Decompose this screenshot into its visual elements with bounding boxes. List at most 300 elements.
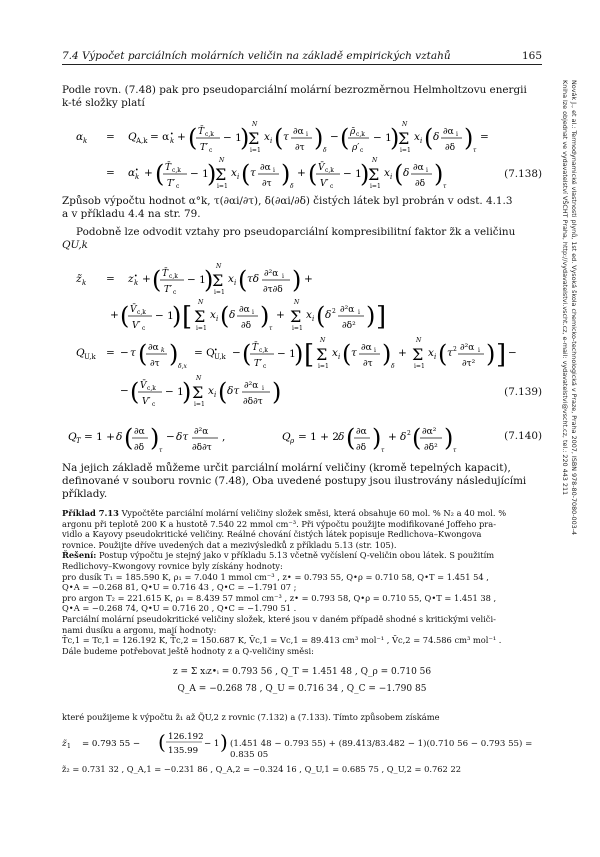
svg-text:): ): [360, 160, 370, 188]
svg-text:δ: δ: [338, 431, 345, 443]
svg-text:∂τ: ∂τ: [295, 143, 305, 153]
svg-text:(: (: [130, 378, 140, 406]
svg-text:− 1: − 1: [190, 168, 209, 180]
svg-text:Σ: Σ: [192, 383, 204, 402]
svg-text:(: (: [188, 124, 198, 152]
svg-text:): ): [240, 124, 250, 152]
svg-text:−: −: [232, 347, 241, 359]
svg-text:1: 1: [67, 743, 71, 750]
similar-line-1: Podobně lze odvodit vztahy pro pseudoparciální kompresibilitní faktor z̃k a veličinu: [76, 226, 516, 238]
svg-text:): ): [486, 340, 496, 368]
svg-text:i: i: [252, 309, 254, 316]
svg-text:c,k: c,k: [169, 273, 178, 280]
svg-text:+: +: [110, 309, 119, 321]
svg-text:c,k: c,k: [205, 131, 214, 138]
sidebar-note: [556, 80, 590, 640]
svg-text:(: (: [238, 266, 248, 294]
svg-text:i: i: [390, 173, 393, 181]
svg-text:= 1 +: = 1 +: [84, 431, 115, 443]
svg-text:c,k: c,k: [356, 131, 365, 138]
svg-text:∂δ²: ∂δ²: [342, 321, 356, 331]
svg-text:τ: τ: [269, 325, 273, 332]
svg-text:k: k: [82, 279, 87, 287]
svg-text:δ: δ: [400, 431, 407, 443]
svg-text:): ): [169, 340, 179, 368]
svg-text:]: ]: [496, 340, 507, 370]
solution-line-3: Q•A = −0.268 81, Q•U = 0.716 43 , Q•C = −1.791 07 ;: [62, 582, 297, 593]
conclusion-paragraph: [62, 462, 542, 501]
svg-text:•: •: [135, 167, 139, 174]
svg-text:τ: τ: [473, 147, 477, 154]
equation-7-140: [62, 422, 542, 458]
svg-text:+: +: [398, 347, 407, 359]
svg-text:− 1: − 1: [373, 132, 392, 144]
svg-text:): ): [172, 302, 182, 330]
svg-text:∂²α: ∂²α: [194, 427, 209, 437]
svg-text:V̄: V̄: [130, 305, 137, 315]
svg-text:∂α: ∂α: [361, 343, 372, 353]
svg-text:c: c: [142, 325, 146, 332]
svg-text:= 0.793 55 −: = 0.793 55 −: [82, 739, 141, 749]
svg-text:k: k: [135, 173, 140, 181]
svg-text:i: i: [312, 315, 315, 323]
page-number: 165: [521, 50, 542, 62]
svg-text:− 1: − 1: [155, 310, 174, 322]
svg-text:(: (: [412, 424, 422, 452]
svg-text:∂α: ∂α: [148, 343, 159, 353]
svg-text:c,k: c,k: [325, 167, 334, 174]
svg-text:+: +: [144, 167, 153, 179]
svg-text:N: N: [320, 337, 326, 344]
svg-text:U,k: U,k: [214, 353, 226, 361]
svg-text:Σ: Σ: [316, 345, 328, 364]
example-line-3: rovnice. Použijte dříve uvedených dat a mezivýsledků z příkladu 5.13 (str. 105).: [62, 539, 397, 550]
svg-text:− 1: − 1: [187, 274, 206, 286]
svg-text:+: +: [304, 273, 313, 285]
svg-text:∂α: ∂α: [134, 427, 145, 437]
svg-text:(: (: [394, 160, 404, 188]
svg-text:− 1: − 1: [277, 348, 296, 360]
svg-text:z: z: [128, 273, 134, 285]
svg-text:+: +: [388, 431, 397, 443]
solution-line-4: pro argon T₂ = 221.615 K, ρ₁ = 8.439 57 mmol cm⁻³ , z• = 0.793 58, Q•ρ = 0.710 55, Q•T = 1.451 38 ,: [62, 592, 497, 603]
svg-text:=: =: [106, 131, 115, 143]
svg-text:i=1: i=1: [414, 363, 425, 370]
svg-text:(: (: [138, 340, 148, 368]
svg-text:ρ′: ρ′: [352, 143, 360, 153]
svg-text:•: •: [134, 273, 138, 280]
svg-text:∂α: ∂α: [443, 127, 454, 137]
svg-text:V̄: V̄: [140, 381, 147, 391]
equation-7-139: [62, 258, 542, 418]
svg-text:c,k: c,k: [259, 347, 268, 354]
svg-text:∂²α: ∂²α: [264, 269, 279, 279]
svg-text:135.99: 135.99: [168, 746, 199, 756]
svg-text:(: (: [124, 424, 134, 452]
svg-text:•: •: [214, 347, 218, 354]
header-title: 7.4 Výpočet parciálních molárních veličin na základě empirických vztahů: [62, 50, 451, 62]
svg-text:c: c: [360, 147, 364, 154]
svg-text:(: (: [316, 302, 326, 330]
svg-text:): ): [372, 424, 382, 452]
svg-text:): ): [366, 302, 376, 330]
svg-text:i: i: [270, 137, 273, 145]
svg-text:i=1: i=1: [196, 325, 207, 332]
svg-text:N: N: [196, 375, 202, 382]
solution-line-8: T̄c,1 = Tc,1 = 126.192 K, T̄c,2 = 150.687 K, V̄c,1 = Vc,1 = 89.413 cm³ mol⁻¹ , V̄c,2 = 74.586 cm³ mol⁻¹ .: [62, 635, 502, 646]
svg-text:x: x: [414, 131, 420, 143]
svg-text:δ: δ: [391, 363, 395, 370]
solution-line-5: Q•A = −0.268 74, Q•U = 0.716 20 , Q•C = −1.790 51 .: [62, 603, 297, 614]
svg-text:(: (: [158, 730, 166, 754]
svg-text:+: +: [142, 273, 151, 285]
solution-line-9: Dále budeme potřebovat ještě hodnoty z a Q-veličiny směsi:: [62, 645, 314, 656]
svg-text:i=1: i=1: [318, 363, 329, 370]
svg-text:i: i: [420, 137, 423, 145]
svg-text:−: −: [120, 385, 129, 397]
equation-7-139-svg: [62, 258, 542, 418]
svg-text:= α: = α: [150, 131, 170, 143]
mix-row-2: Q_A = −0.268 78 , Q_U = 0.716 34 , Q_C = −1.790 85: [177, 684, 427, 694]
svg-text:∂δ∂τ: ∂δ∂τ: [243, 397, 263, 407]
svg-text:∂α: ∂α: [260, 163, 271, 173]
svg-text:i: i: [478, 347, 480, 354]
svg-text:i=1: i=1: [217, 183, 228, 190]
svg-text:(: (: [218, 378, 228, 406]
svg-text:=: =: [106, 347, 115, 359]
svg-text:T′: T′: [254, 359, 263, 369]
svg-text:i: i: [273, 167, 275, 174]
svg-text:T̄: T̄: [252, 343, 259, 353]
svg-text:Σ: Σ: [215, 165, 227, 184]
svg-text:(: (: [346, 424, 356, 452]
svg-text:=: =: [106, 273, 115, 285]
svg-text:2: 2: [453, 346, 457, 353]
solution-line-0: Postup výpočtu je stejný jako v příkladu 5.13 včetně vyčíslení Q-veličin obou látek. S použitím: [99, 550, 495, 561]
svg-text:i: i: [434, 353, 437, 361]
svg-text:−: −: [166, 431, 175, 443]
svg-text:i=1: i=1: [400, 147, 411, 154]
svg-text:∂δ²: ∂δ²: [424, 443, 438, 453]
svg-text:=: =: [480, 131, 489, 143]
svg-text:∂α: ∂α: [293, 127, 304, 137]
svg-text:i: i: [358, 309, 360, 316]
svg-text:τ: τ: [443, 183, 447, 190]
intro-paragraph: [62, 84, 542, 110]
svg-text:∂δ: ∂δ: [134, 443, 145, 453]
solution-line-7: nami dusíku a argonu, mají hodnoty:: [62, 624, 217, 635]
svg-text:c: c: [176, 183, 180, 190]
svg-text:x: x: [210, 309, 216, 321]
svg-text:N: N: [294, 299, 300, 306]
svg-text:i: i: [306, 131, 308, 138]
svg-text:Σ: Σ: [248, 129, 260, 148]
svg-text:Q: Q: [68, 431, 77, 443]
svg-text:− 1: − 1: [223, 132, 242, 144]
svg-text:∂δ: ∂δ: [356, 443, 367, 453]
svg-text:δ: δ: [290, 183, 294, 190]
svg-text:(: (: [424, 124, 434, 152]
svg-text:δ: δ: [433, 131, 440, 143]
svg-text:= Q: = Q: [194, 347, 215, 359]
svg-text:): ): [314, 124, 324, 152]
svg-text:): ): [444, 424, 454, 452]
mixture-values: [62, 664, 542, 698]
svg-text:Σ: Σ: [290, 307, 302, 326]
svg-text:∂δ∂τ: ∂δ∂τ: [192, 443, 212, 453]
svg-text:k: k: [170, 137, 175, 145]
svg-text:A,k: A,k: [136, 137, 148, 145]
conclusion-line-3: příklady.: [62, 488, 108, 500]
svg-text:T: T: [76, 437, 81, 445]
similar-line-2: QU,k: [62, 239, 88, 251]
svg-text:T′: T′: [200, 143, 209, 153]
svg-text:∂δ: ∂δ: [445, 143, 456, 153]
svg-text:z̃: z̃: [62, 739, 67, 749]
svg-text:∂²α: ∂²α: [340, 305, 355, 315]
svg-text:+: +: [177, 131, 186, 143]
svg-text:): ): [182, 378, 192, 406]
example-line-1: argonu při teplotě 200 K a hustotě 7.540 22 mmol cm⁻³. Při výpočtu použijte modifikované Joffeho pra-: [62, 518, 496, 529]
after-7138-line-2: a v příkladu 4.4 na str. 79.: [62, 208, 201, 220]
svg-text:U,k: U,k: [84, 353, 96, 361]
svg-text:δ: δ: [325, 309, 332, 321]
svg-text:T̄: T̄: [165, 163, 172, 173]
svg-text:): ): [464, 124, 474, 152]
svg-text:+: +: [276, 309, 285, 321]
svg-text:k: k: [83, 137, 88, 145]
svg-text:x: x: [231, 167, 237, 179]
svg-text:∂τ∂δ: ∂τ∂δ: [263, 285, 283, 295]
svg-text:∂τ: ∂τ: [150, 359, 160, 369]
svg-text:V̄: V̄: [318, 163, 325, 173]
mix-row-1: z = Σ xᵢz•ᵢ = 0.793 56 , Q_T = 1.451 48 , Q_ρ = 0.710 56: [172, 667, 432, 677]
svg-text:∂²α: ∂²α: [244, 381, 259, 391]
svg-text:]: ]: [376, 302, 387, 332]
after-7138-line-1: Způsob výpočtu hodnot α°k, τ(∂αi/∂τ), δ(∂αi/∂δ) čistých látek byl probrán v odst. 4.1.3: [62, 195, 513, 207]
svg-text:α: α: [128, 167, 136, 179]
svg-text:i=1: i=1: [194, 401, 205, 408]
svg-text:N: N: [216, 263, 222, 270]
svg-text:i: i: [237, 173, 240, 181]
svg-text:i: i: [456, 131, 458, 138]
svg-text:−: −: [330, 131, 339, 143]
svg-text:∂α: ∂α: [413, 163, 424, 173]
svg-text:i: i: [338, 353, 341, 361]
svg-text:x: x: [264, 131, 270, 143]
svg-text:x: x: [428, 347, 434, 359]
svg-text:c: c: [152, 401, 156, 408]
svg-text:V′: V′: [132, 321, 141, 331]
equation-number-7-139: (7.139): [504, 386, 542, 398]
svg-text:): ): [204, 266, 214, 294]
use-line: které použijeme k výpočtu z̃₁ až Q̃U,2 z rovnic (7.132) a (7.133). Tímto způsobem získáme: [62, 712, 440, 722]
svg-text:−: −: [508, 347, 517, 359]
svg-text:,: ,: [222, 431, 226, 443]
svg-text:α: α: [76, 131, 84, 143]
svg-text:+: +: [297, 167, 306, 179]
svg-text:ρ: ρ: [290, 437, 295, 445]
svg-text:− 1: − 1: [343, 168, 362, 180]
svg-text:− 1: − 1: [165, 386, 184, 398]
svg-text:(: (: [342, 340, 352, 368]
svg-text:N: N: [372, 157, 378, 164]
svg-text:i=1: i=1: [292, 325, 303, 332]
svg-text:c: c: [263, 363, 267, 370]
svg-text:= 1 + 2: = 1 + 2: [298, 431, 339, 443]
similar-paragraph: [62, 226, 542, 252]
svg-text:c,k: c,k: [147, 385, 156, 392]
svg-text:Σ: Σ: [398, 129, 410, 148]
svg-text:δ: δ: [403, 167, 410, 179]
svg-text:[: [: [304, 340, 315, 370]
svg-text:T̄: T̄: [162, 269, 169, 279]
svg-text:(: (: [220, 302, 230, 330]
svg-text:δ: δ: [116, 431, 123, 443]
svg-text:(: (: [241, 160, 251, 188]
svg-text:(: (: [438, 340, 448, 368]
svg-text:c: c: [209, 147, 213, 154]
solution-line-2: pro dusík T₁ = 185.590 K, ρ₁ = 7.040 1 mmol cm⁻³ , z• = 0.793 55, Q•ρ = 0.710 58, Q•T = 1.451 54 ,: [62, 571, 489, 582]
svg-text:ρ̄: ρ̄: [350, 127, 356, 137]
svg-text:): ): [150, 424, 160, 452]
svg-text:τ: τ: [453, 447, 457, 454]
running-header: [62, 50, 542, 65]
svg-text:i=1: i=1: [214, 289, 225, 296]
svg-text:δ: δ: [323, 147, 327, 154]
svg-text:N: N: [252, 121, 258, 128]
svg-text:•: •: [170, 131, 174, 138]
svg-text:): ): [281, 160, 291, 188]
svg-text:∂α²: ∂α²: [422, 427, 437, 437]
sidebar-line-2: Kniha lze objednat ve vydavatelství VŠCHT Praha, http://vydavatelstvi.vscht.cz, e-mail: vydavatelstvi@vscht.cz, tel.: 220 443 211: [561, 80, 569, 496]
svg-text:): ): [294, 340, 304, 368]
conclusion-line-1: Na jejich základě můžeme určit parciální molární veličiny (kromě tepelných kapacit),: [62, 462, 511, 474]
svg-text:c,k: c,k: [172, 167, 181, 174]
svg-text:∂τ²: ∂τ²: [462, 359, 476, 369]
equation-number-7-138: (7.138): [504, 168, 542, 180]
solution-label: Řešení:: [62, 550, 97, 561]
svg-text:2: 2: [332, 308, 336, 315]
example-7-13: [62, 508, 542, 656]
svg-text:τδ: τδ: [247, 273, 260, 285]
svg-text:i: i: [262, 385, 264, 392]
svg-text:): ): [292, 266, 302, 294]
svg-text:T′: T′: [167, 179, 176, 189]
intro-line-2: k-té složky platí: [62, 97, 145, 109]
svg-text:N: N: [416, 337, 422, 344]
equation-7-138-svg: [62, 116, 542, 192]
svg-text:V′: V′: [142, 397, 151, 407]
svg-text:Σ: Σ: [368, 165, 380, 184]
svg-text:x: x: [228, 273, 234, 285]
svg-text:i: i: [282, 273, 284, 280]
svg-text:=: =: [106, 167, 115, 179]
equation-7-138: [62, 116, 542, 192]
svg-text:∂²α: ∂²α: [460, 343, 475, 353]
svg-text:δτ: δτ: [176, 431, 189, 443]
svg-text:[: [: [182, 302, 193, 332]
svg-text:2: 2: [407, 430, 411, 437]
sidebar-line-1: Novák J., et al.: Termodynamické vlastnosti plynů, 1st ed. Vysoká škola chemicko-technologická v Praze, Praha 2007, ISBN 978-80-7080-003-4: [570, 80, 578, 536]
svg-text:i: i: [214, 391, 217, 399]
svg-text:i: i: [374, 347, 376, 354]
svg-text:i: i: [426, 167, 428, 174]
svg-text:N: N: [402, 121, 408, 128]
svg-text:∂α: ∂α: [356, 427, 367, 437]
svg-text:∂δ: ∂δ: [415, 179, 426, 189]
svg-text:x: x: [384, 167, 390, 179]
svg-text:(: (: [155, 160, 165, 188]
svg-text:τ: τ: [381, 447, 385, 454]
svg-text:(: (: [242, 340, 252, 368]
svg-text:c: c: [173, 289, 177, 296]
svg-text:): ): [220, 730, 228, 754]
svg-text:i=1: i=1: [370, 183, 381, 190]
svg-text:(: (: [274, 124, 284, 152]
svg-text:δτ: δτ: [227, 385, 240, 397]
svg-text:Σ: Σ: [212, 271, 224, 290]
svg-text:τ: τ: [283, 131, 289, 143]
svg-text:k: k: [134, 279, 139, 287]
svg-text:i=1: i=1: [250, 147, 261, 154]
svg-text:− 1: − 1: [204, 739, 220, 749]
svg-text:c: c: [330, 183, 334, 190]
svg-text:x: x: [306, 309, 312, 321]
solution-line-6: Parciální molární pseudokritické veličiny složek, které jsou v daném případě shodné s kritickými veliči-: [62, 613, 496, 624]
svg-text:Σ: Σ: [412, 345, 424, 364]
svg-text:z̃: z̃: [76, 273, 82, 285]
svg-text:Q: Q: [76, 347, 85, 359]
example-line-0: Vypočtěte parciální molární veličiny složek směsi, která obsahuje 60 mol. % N₂ a 40 mol. %: [121, 508, 507, 518]
svg-text:k: k: [161, 347, 165, 354]
svg-text:c,k: c,k: [137, 309, 146, 316]
svg-text:V′: V′: [320, 179, 329, 189]
svg-text:(: (: [340, 124, 350, 152]
svg-text:τ: τ: [159, 447, 163, 454]
svg-text:x: x: [208, 385, 214, 397]
solution-line-1: Redlichovy–Kwongovy rovnice byly získány hodnoty:: [62, 560, 283, 571]
svg-text:−: −: [120, 347, 129, 359]
svg-text:τ: τ: [351, 347, 357, 359]
svg-text:τ: τ: [250, 167, 256, 179]
svg-text:δ,x: δ,x: [178, 363, 187, 370]
svg-text:x: x: [332, 347, 338, 359]
svg-text:Σ: Σ: [194, 307, 206, 326]
after-7138-paragraph: [62, 195, 542, 221]
z1-equation: [62, 726, 542, 760]
svg-text:τ: τ: [447, 347, 453, 359]
example-line-2: vidlo a Kayovy pseudokritické veličiny. Reálné chování čistých látek popisuje Redlichova–Kwongova: [62, 529, 482, 540]
equation-7-140-svg: [62, 422, 542, 458]
svg-text:(: (: [308, 160, 318, 188]
svg-text:i: i: [234, 279, 237, 287]
svg-text:): ): [207, 160, 217, 188]
svg-text:126.192: 126.192: [168, 732, 204, 742]
svg-text:∂τ: ∂τ: [363, 359, 373, 369]
svg-text:N: N: [219, 157, 225, 164]
z1-rest: (1.451 48 − 0.793 55) + (89.413/83.482 − 1)(0.710 56 − 0.793 55) = 0.835 05: [230, 739, 533, 760]
equation-number-7-140: (7.140): [504, 430, 542, 442]
z2-line: z̃₂ = 0.731 32 , Q_A,1 = −0.231 86 , Q_A,2 = −0.324 16 , Q_U,1 = 0.685 75 , Q_U,2 = 0.762 22: [62, 764, 462, 774]
svg-text:Q: Q: [128, 131, 137, 143]
intro-line-1: Podle rovn. (7.48) pak pro pseudoparciální molární bezrozměrnou Helmholtzovu energii: [62, 84, 527, 96]
svg-text:τ: τ: [130, 347, 136, 359]
svg-text:T̄: T̄: [198, 127, 205, 137]
svg-text:): ): [272, 378, 282, 406]
svg-text:Q: Q: [282, 431, 291, 443]
example-label: Příklad 7.13: [62, 508, 119, 518]
